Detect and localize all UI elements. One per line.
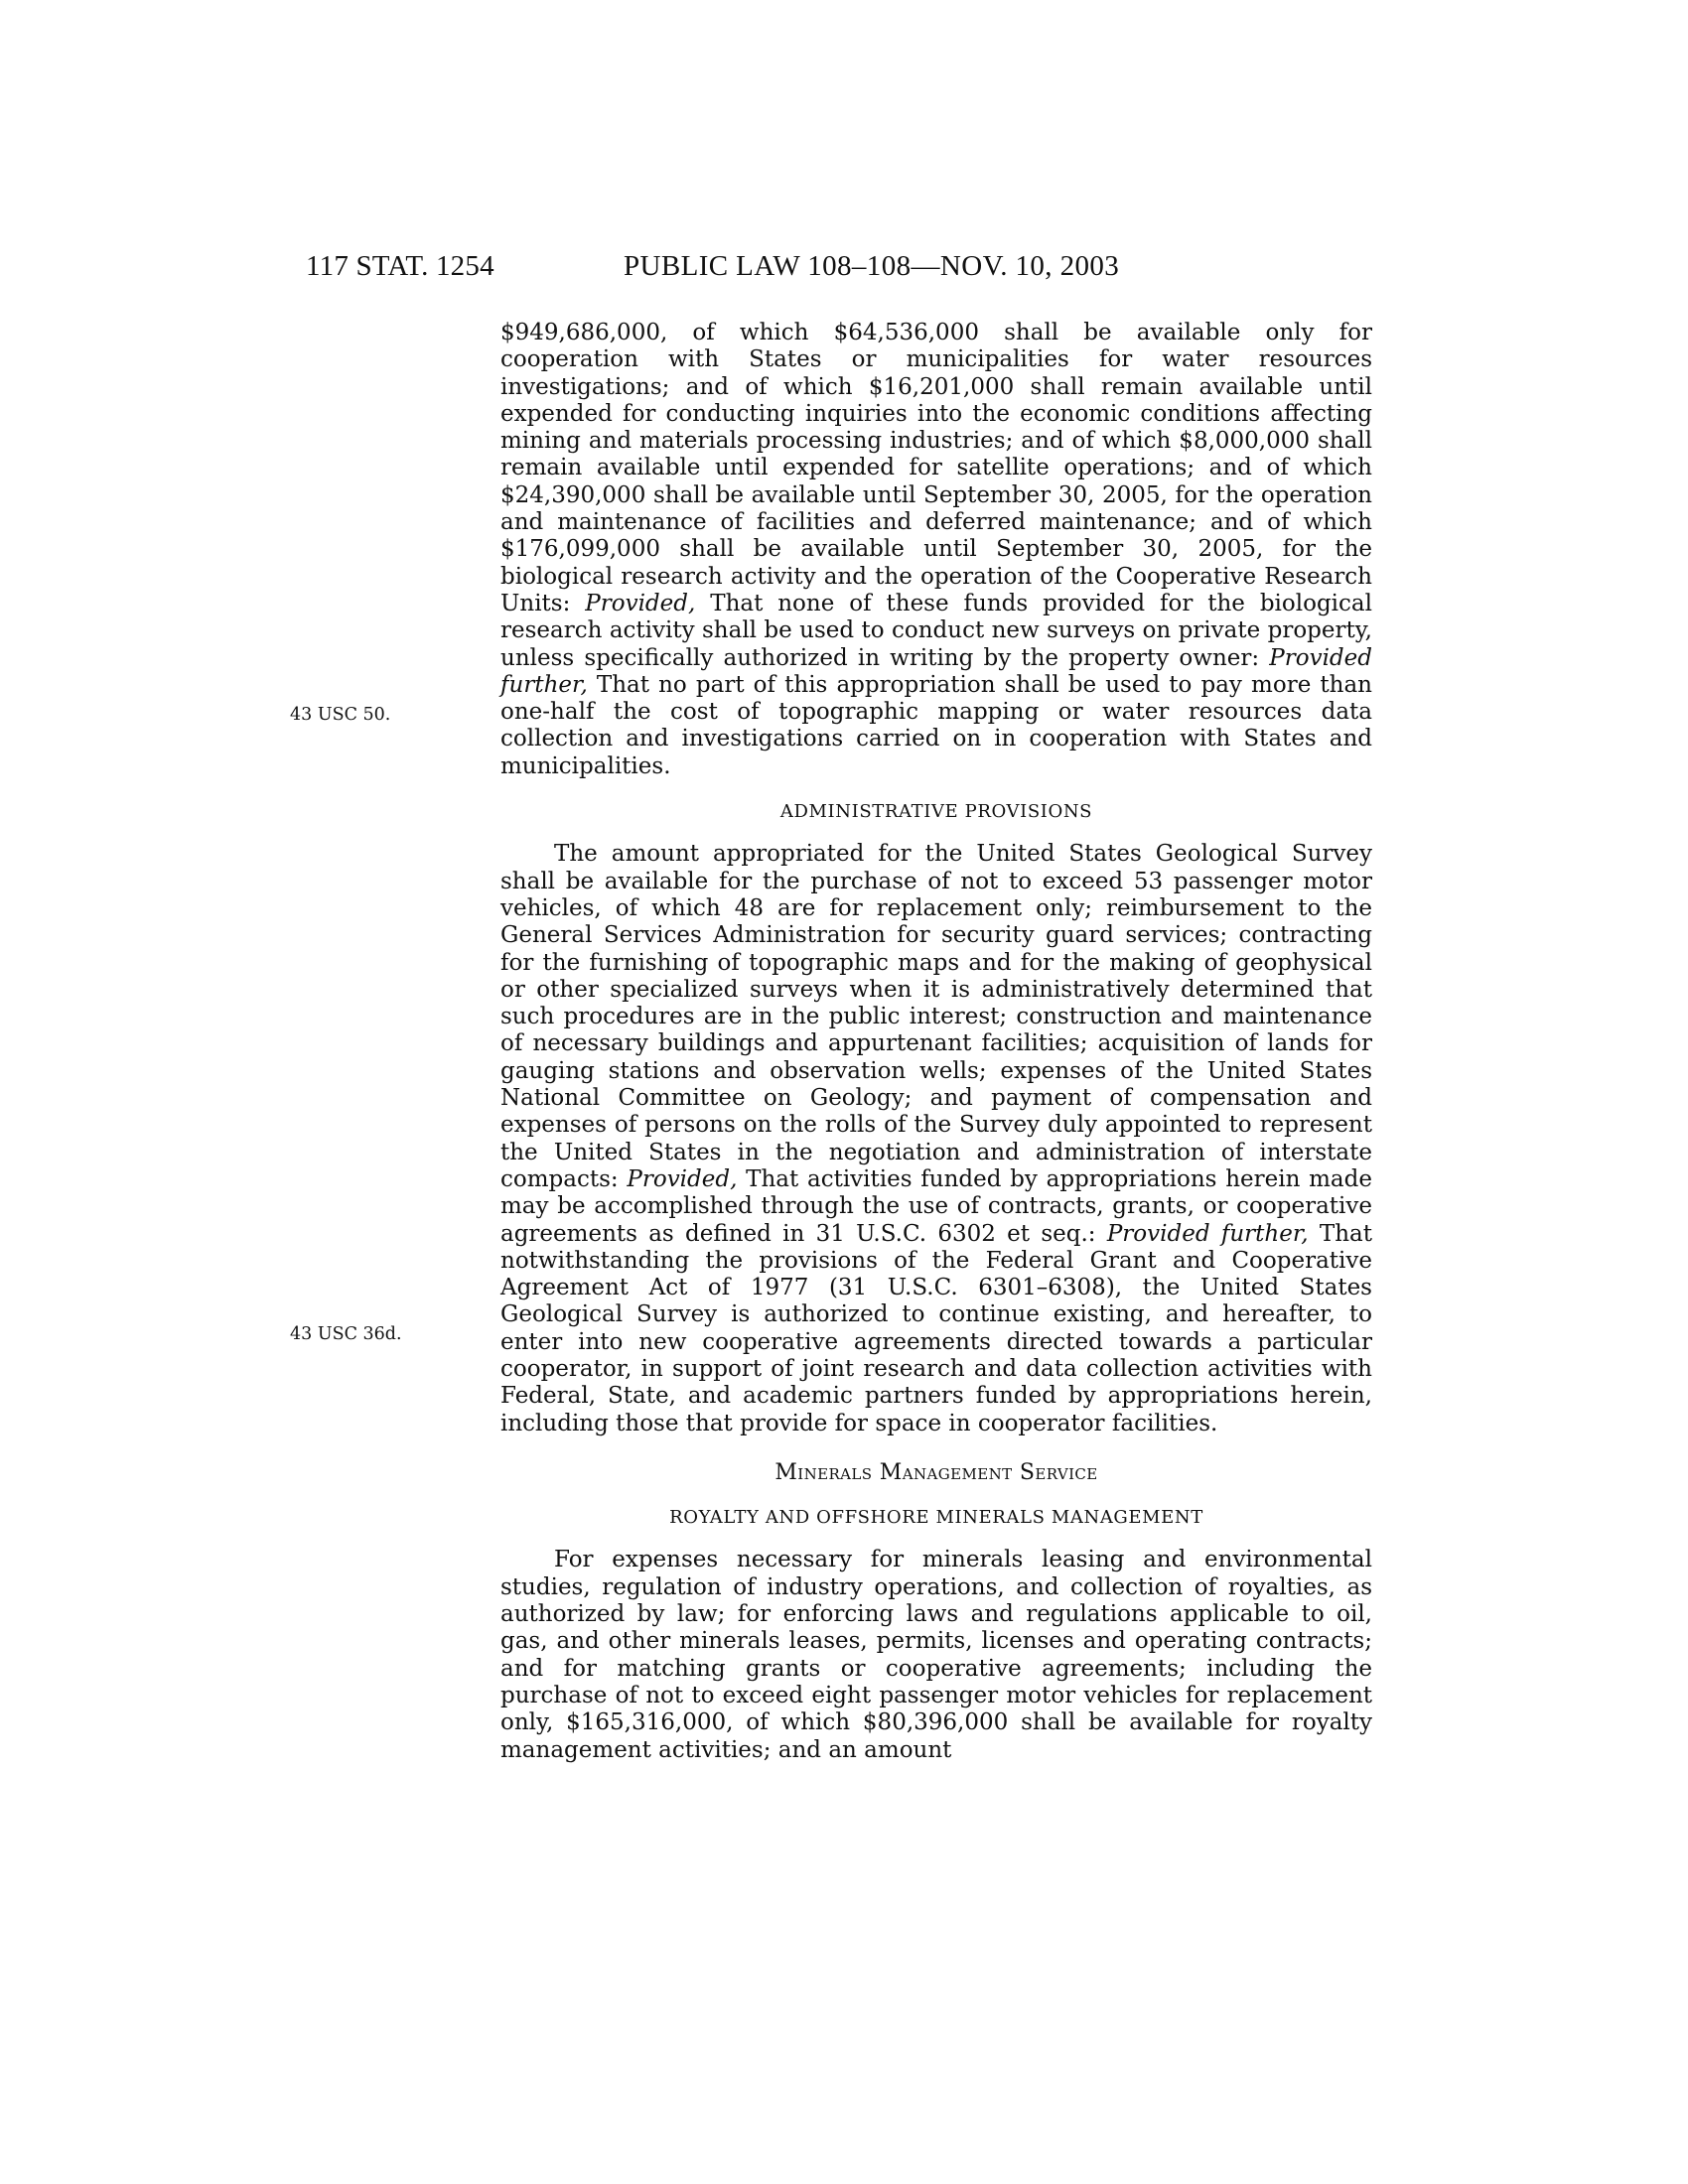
proviso-italic: Provided, (585, 590, 696, 616)
heading-royalty-offshore: ROYALTY AND OFFSHORE MINERALS MANAGEMENT (669, 1507, 1203, 1529)
heading-minerals-management-service: Minerals Management Service (774, 1459, 1098, 1485)
paragraph-appropriation: $949,686,000, of which $64,536,000 shall be available only for cooperation with States or municipalities for water resources investigations; and of which $16,201,000 shall remain available until expended for conducting inquiries into the economic conditions affecting mining and materials processing industries; and of which $8,000,000 shall remain available until expended for satellite operations; and of which $24,390,000 shall be available until September 30, 2005, for the operation and maintenance of facilities and deferred maintenance; and of which $176,099,000 shall be available until September 30, 2005, for the biological research activity and the operation of the Cooperative Research Units: Provided, That none of these funds provided for the biological research activity shall be used to conduct new surveys on private property, unless specifically authorized in writing by the property owner: Provided further, That no part of this appropriation shall be used to pay more than one-half the cost of topographic mapping or water resources data collection and investigations carried on in cooperation with States and municipalities. (500, 320, 1372, 779)
proviso-italic: Provided further, (500, 644, 1372, 698)
margin-note-43-usc-36d: 43 USC 36d. (290, 1324, 402, 1344)
margin-note-43-usc-50: 43 USC 50. (290, 705, 391, 725)
proviso-italic: Provided further, (1106, 1220, 1309, 1247)
text-column (500, 320, 1372, 1764)
proviso-italic: Provided, (627, 1165, 738, 1192)
heading-administrative-provisions: ADMINISTRATIVE PROVISIONS (779, 801, 1093, 823)
paragraph-royalty-offshore: For expenses necessary for minerals leasing and environmental studies, regulation of industry operations, and collection of royalties, as authorized by law; for enforcing laws and regulations applicable to oil, gas, and other minerals leases, permits, licenses and operating contracts; and for matching grants or cooperative agreements; including the purchase of not to exceed eight passenger motor vehicles for replacement only, $165,316,000, of which $80,396,000 shall be available for royalty management activities; and an amount (500, 1547, 1372, 1763)
stat-reference: 117 STAT. 1254 (306, 250, 494, 282)
law-title: PUBLIC LAW 108–108—NOV. 10, 2003 (624, 250, 1120, 282)
paragraph-administrative-provisions: The amount appropriated for the United States Geological Survey shall be available for the purchase of not to exceed 53 passenger motor vehicles, of which 48 are for replacement only; reimbursement to the General Services Administration for security guard services; contracting for the furnishing of topographic maps and for the making of geophysical or other specialized surveys when it is administratively determined that such procedures are in the public interest; construction and maintenance of necessary buildings and appurtenant facilities; acquisition of lands for gauging stations and observation wells; expenses of the United States National Committee on Geology; and payment of compensation and expenses of persons on the rolls of the Survey duly appointed to represent the United States in the negotiation and administration of interstate compacts: Provided, That activities funded by appropriations herein made may be accomplished through the use of contracts, grants, or cooperative agreements as defined in 31 U.S.C. 6302 et seq.: Provided further, That notwithstanding the provisions of the Federal Grant and Cooperative Agreement Act of 1977 (31 U.S.C. 6301–6308), the United States Geological Survey is authorized to continue existing, and hereafter, to enter into new cooperative agreements directed towards a particular cooperator, in support of joint research and data collection activities with Federal, State, and academic partners funded by appropriations herein, including those that provide for space in cooperator facilities. (500, 841, 1372, 1436)
running-head (0, 250, 1688, 290)
